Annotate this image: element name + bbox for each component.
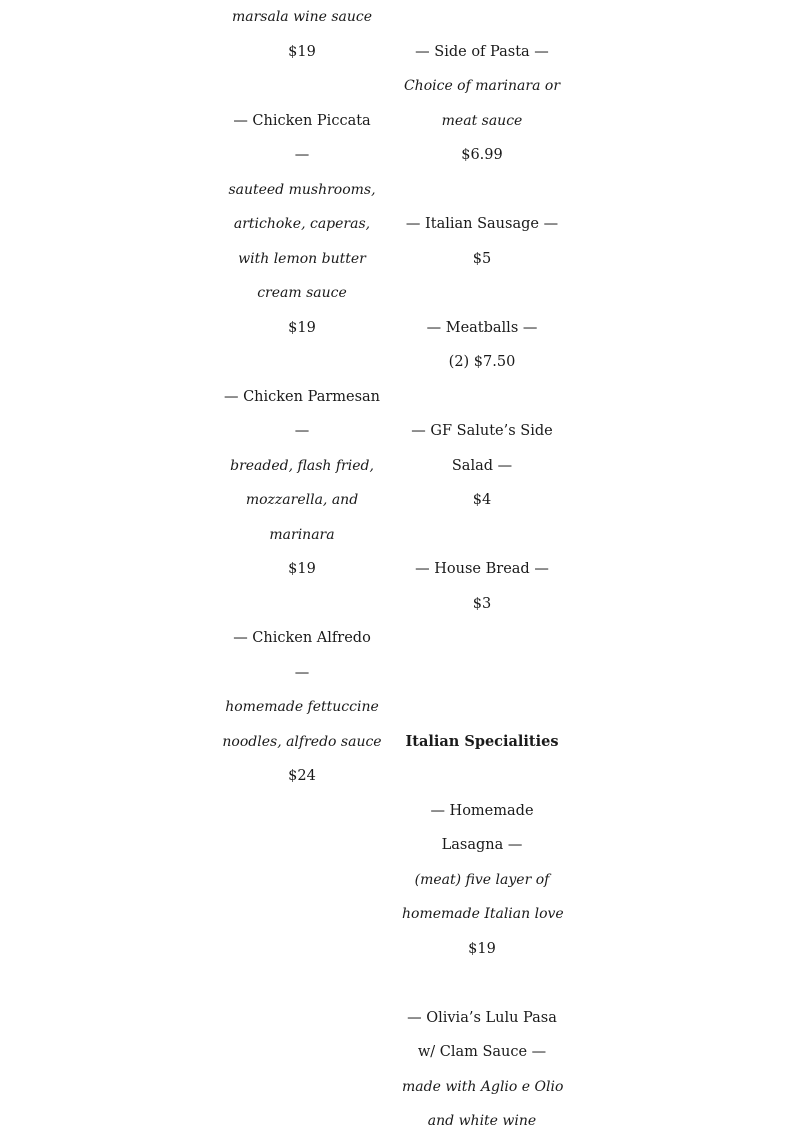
item-description: cream sauce: [257, 285, 347, 301]
item-price: $3: [472, 595, 492, 612]
item-description: (meat) five layer of: [414, 871, 550, 888]
item-title: — Side of Pasta —: [415, 43, 549, 60]
item-description: breaded, flash fried,: [230, 457, 374, 474]
item-description: sauteed mushrooms,: [228, 181, 376, 198]
item-description: meat sauce: [441, 112, 523, 129]
item-description: mozzarella, and: [245, 492, 359, 508]
item-title: — Meatballs —: [426, 319, 538, 336]
item-price: $19: [288, 319, 316, 336]
item-title: — Chicken Piccata: [233, 112, 371, 129]
item-description: Choice of marinara or: [403, 78, 561, 94]
menu-column-left: [222, 0, 382, 794]
item-description: noodles, alfredo sauce: [222, 733, 382, 750]
section-heading: Italian Specialities: [405, 732, 559, 750]
item-title: Lasagna —: [441, 837, 523, 853]
item-title: —: [294, 423, 310, 439]
item-description: homemade fettuccine: [225, 699, 379, 715]
item-price: $6.99: [461, 147, 503, 163]
item-title: — GF Salute’s Side: [411, 423, 553, 439]
item-title: — House Bread —: [415, 561, 549, 577]
item-title: — Olivia’s Lulu Pasa: [407, 1009, 557, 1026]
item-price: $5: [472, 250, 492, 267]
menu-column-right: [402, 0, 562, 1139]
item-description: homemade Italian love: [402, 906, 564, 922]
item-title: —: [294, 664, 310, 681]
item-description: marinara: [269, 526, 335, 543]
item-title: — Italian Sausage —: [405, 216, 559, 232]
item-price: $24: [288, 768, 316, 784]
item-price: $19: [288, 43, 316, 60]
item-description: artichoke, caperas,: [233, 216, 371, 232]
item-description: made with Aglio e Olio: [402, 1078, 564, 1095]
item-description: with lemon butter: [238, 250, 366, 267]
item-title: — Chicken Alfredo: [233, 630, 371, 646]
item-price: $4: [472, 492, 492, 508]
item-price: $19: [288, 561, 316, 577]
item-title: — Homemade: [430, 802, 534, 819]
item-title: Salad —: [451, 457, 513, 474]
item-title: — Chicken Parmesan: [223, 388, 381, 405]
item-price: (2) $7.50: [448, 354, 516, 370]
item-description: marsala wine sauce: [231, 9, 372, 25]
item-title: w/ Clam Sauce —: [417, 1044, 547, 1060]
item-title: —: [294, 147, 310, 163]
item-description: and white wine: [427, 1113, 537, 1129]
item-price: $19: [468, 940, 496, 957]
